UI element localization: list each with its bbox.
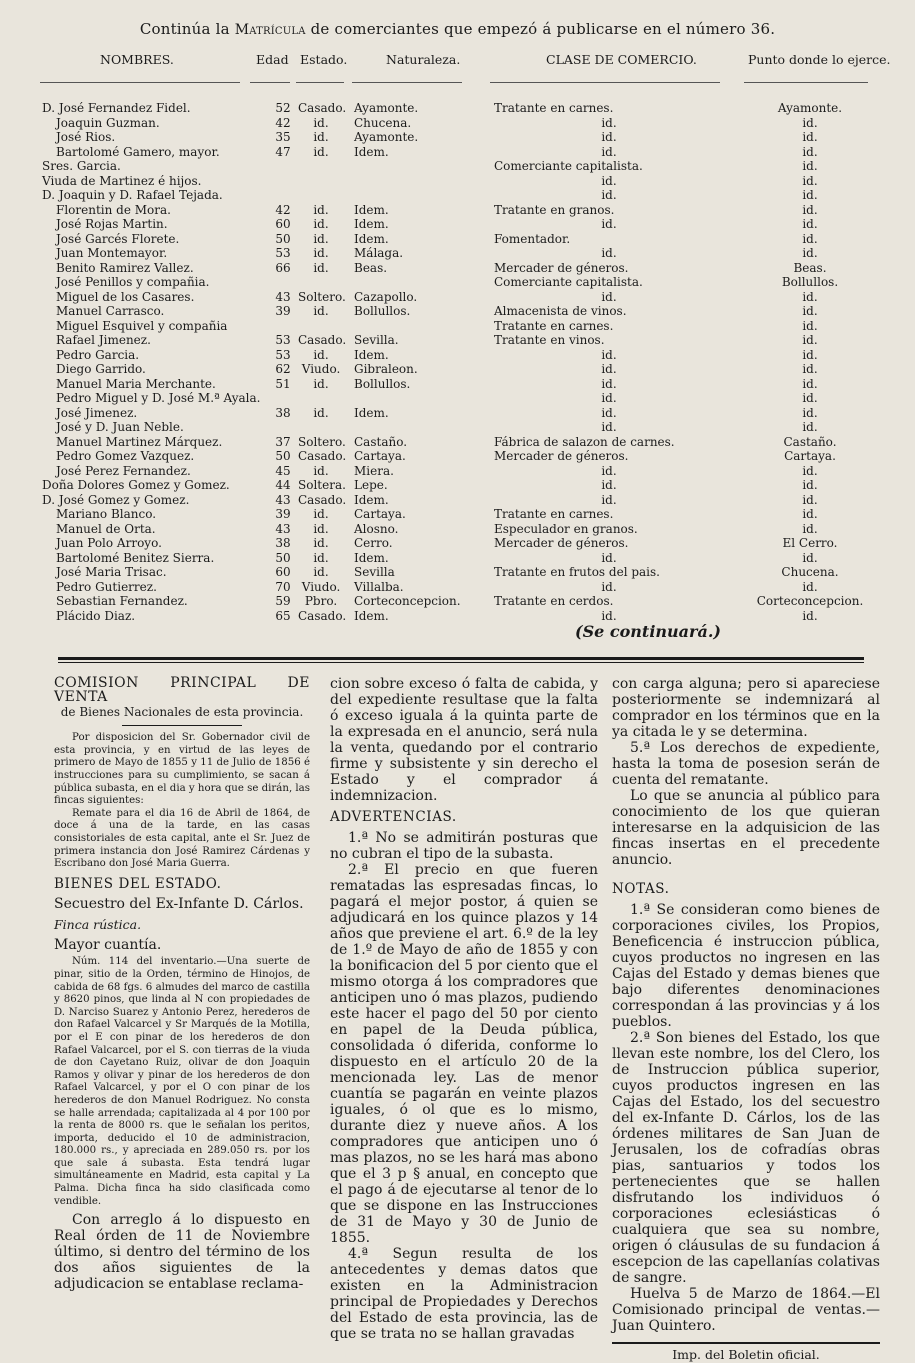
- cell-edad: 53: [275, 333, 291, 347]
- table-row: [0, 261, 915, 276]
- cell-edad: 43: [275, 492, 291, 507]
- cell-clase: id.: [601, 188, 617, 202]
- cell-naturaleza: Cerro.: [354, 536, 393, 550]
- cell-punto: id.: [802, 376, 818, 391]
- cell-clase: Tratante en frutos del pais.: [494, 565, 660, 579]
- cell-estado: Casado.: [298, 449, 347, 463]
- cell-naturaleza: Sevilla: [354, 565, 395, 579]
- table-row: [0, 217, 915, 232]
- cell-estado: id.: [313, 202, 329, 217]
- cell-naturaleza: Ayamonte.: [354, 101, 419, 115]
- cell-clase: id.: [601, 492, 617, 507]
- cell-estado: Viudo.: [301, 579, 341, 594]
- cell-clase: Mercader de géneros.: [494, 449, 629, 463]
- cell-name: D. José Fernandez Fidel.: [42, 101, 191, 115]
- cell-name: Pedro Gomez Vazquez.: [56, 449, 195, 463]
- cell-edad: 50: [275, 231, 291, 246]
- table-row: [0, 594, 915, 609]
- cell-estado: id.: [313, 347, 329, 362]
- cell-edad: 59: [275, 594, 291, 608]
- cell-punto: id.: [802, 144, 818, 159]
- table-header: [0, 52, 915, 86]
- cell-naturaleza: Corteconcepcion.: [354, 594, 461, 608]
- cell-clase: Mercader de géneros.: [494, 536, 629, 550]
- cell-estado: id.: [313, 144, 329, 159]
- cell-punto: id.: [802, 173, 818, 188]
- cell-naturaleza: Miera.: [354, 463, 394, 478]
- cell-clase: id.: [601, 463, 617, 478]
- comision-subtitle: de Bienes Nacionales de esta provincia.: [60, 704, 304, 719]
- cell-name: Viuda de Martinez é hijos.: [42, 173, 202, 188]
- cell-estado: id.: [313, 521, 329, 536]
- cell-clase: id.: [601, 579, 617, 594]
- cell-clase: Comerciante capitalista.: [494, 159, 643, 173]
- cell-naturaleza: Beas.: [354, 260, 388, 275]
- cell-clase: Fábrica de salazon de carnes.: [494, 434, 675, 449]
- cell-punto: El Cerro.: [782, 536, 838, 550]
- table-row: [0, 362, 915, 377]
- cell-name: Pedro Miguel y D. José M.ª Ayala.: [56, 391, 261, 405]
- cell-name: Miguel Esquivel y compañia: [56, 318, 228, 333]
- table-row: [0, 449, 915, 464]
- signature-line: Huelva 5 de Marzo de 1864.—El Comisionado principal de ventas.—Juan Quintero.: [612, 1286, 880, 1335]
- cell-name: D. José Gomez y Gomez.: [42, 492, 190, 507]
- advertencias-heading: ADVERTENCIAS.: [330, 809, 457, 825]
- cell-naturaleza: Villalba.: [354, 579, 404, 594]
- header-rule: [250, 82, 290, 83]
- cell-naturaleza: Málaga.: [354, 246, 404, 260]
- cell-clase: Almacenista de vinos.: [494, 304, 627, 318]
- table-row: [0, 522, 915, 537]
- cell-estado: Casado.: [298, 492, 347, 507]
- cell-estado: id.: [313, 536, 329, 550]
- cell-punto: id.: [802, 507, 818, 521]
- cell-clase: id.: [601, 347, 617, 362]
- cell-punto: id.: [802, 347, 818, 362]
- cell-punto: id.: [802, 188, 818, 202]
- cell-estado: Casado.: [298, 608, 347, 623]
- cell-clase: id.: [601, 130, 617, 144]
- cell-punto: Ayamonte.: [777, 101, 843, 115]
- cell-name: Diego Garrido.: [56, 362, 146, 376]
- cell-edad: 70: [275, 579, 291, 594]
- table-row: [0, 319, 915, 334]
- cell-naturaleza: Bollullos.: [354, 376, 411, 391]
- anuncio-text: Lo que se anuncia al público para conocimiento de los que quieran interesarse en la adquisicion de las fincas insertas en el precedente anuncio.: [612, 788, 880, 868]
- nota-1: 1.ª Se consideran como bienes de corporaciones civiles, los Propios, Beneficencia é instruccion pública, cuyos productos no ingresen en las Cajas del Estado y demas bienes que bajo diferentes denominaciones correspondan á las provincias y á los pueblos.: [612, 902, 880, 1031]
- comision-intro: Por disposicion del Sr. Gobernador civil de esta provincia, y en virtud de las leyes de primero de Mayo de 1855 y 11 de Julio de 1856 é instrucciones para su cumplimiento, se sacan á pública subasta, en el dia y hora que se dirán, las fincas siguientes:: [54, 732, 310, 807]
- cell-name: Manuel de Orta.: [56, 521, 156, 536]
- cell-estado: Viudo.: [301, 362, 341, 376]
- cell-edad: 35: [275, 130, 291, 144]
- cell-clase: id.: [601, 608, 617, 623]
- cell-estado: id.: [313, 246, 329, 260]
- cell-naturaleza: Ayamonte.: [354, 130, 419, 144]
- cell-estado: Casado.: [298, 333, 347, 347]
- cell-clase: id.: [601, 289, 617, 304]
- cell-name: Benito Ramirez Vallez.: [56, 260, 194, 275]
- cell-naturaleza: Cartaya.: [354, 507, 406, 521]
- cell-clase: id.: [601, 246, 617, 260]
- cell-name: José y D. Juan Neble.: [56, 420, 184, 434]
- cell-edad: 38: [275, 536, 291, 550]
- table-row: [0, 348, 915, 363]
- cell-punto: Cartaya.: [784, 449, 836, 463]
- cell-edad: 53: [275, 347, 291, 362]
- cell-naturaleza: Idem.: [354, 492, 389, 507]
- cell-name: Florentin de Mora.: [56, 202, 171, 217]
- cell-edad: 53: [275, 246, 291, 260]
- column-2: [330, 676, 598, 1342]
- cell-edad: 42: [275, 202, 291, 217]
- cell-clase: Tratante en carnes.: [494, 507, 614, 521]
- cell-punto: id.: [802, 159, 818, 173]
- cell-clase: Mercader de géneros.: [494, 260, 629, 275]
- cell-name: Joaquin Guzman.: [56, 115, 160, 130]
- col3-cont: con carga alguna; pero si apareciese posteriormente se indemnizará al comprador en los términos que en la ya citada le y se determina.: [612, 676, 880, 740]
- end-rule: [612, 1342, 880, 1344]
- bienes-heading: BIENES DEL ESTADO.: [54, 875, 222, 892]
- table-row: [0, 435, 915, 450]
- cell-estado: id.: [313, 463, 329, 478]
- cell-edad: 60: [275, 565, 291, 579]
- cell-naturaleza: Idem.: [354, 608, 389, 623]
- nota-2: 2.ª Son bienes del Estado, los que llevan este nombre, los del Clero, los de Instruccion pública superior, cuyos productos ingresen en las Cajas del Estado, los del secuestro del ex-Infante D. Cárlos, los de las órdenes militares de San Juan de Jerusalen, los de cofradías obras pias, santuarios y todos los pertenecientes que se hallen disfrutando los individuos ó corporaciones eclesiásticas ó cualquiera que sea su nombre, origen ó cláusulas de su fundacion á escepcion de las capellanías colativas de sangre.: [612, 1030, 880, 1287]
- table-row: [0, 203, 915, 218]
- lot-description: Núm. 114 del inventario.—Una suerte de pinar, sitio de la Orden, término de Hinojos, de cabida de 68 fgs. 6 almudes del marco de castilla y 8620 pinos, que linda al N con propiedades de D. Narciso Suarez y Antonio Perez, herederos de don Rafael Valcarcel y Sr Marqués de la Motilla, por el E con pinar de los herederos de don Rafael Valcarcel, por el S. con tierras de la viuda de don Cayetano Ruiz, olivar de don Joaquin Ramos y olivar y pinar de los herederos de don Rafael Valcarcel, y por el O con pinar de los herederos de don Manuel Rodriguez. No consta se halle arrendada; capitalizada al 4 por 100 por la renta de 8000 rs. que le señalan los peritos, importa, deducido el 10 de administracion, 180.000 rs., y apreciada en 289.050 rs. por los que sale á subasta. Esta tendrá lugar simultáneamente en Madrid, esta capital y La Palma. Dicha finca ha sido clasificada como vendible.: [54, 956, 310, 1207]
- table-row: [0, 101, 915, 116]
- table-row: [0, 478, 915, 493]
- cell-estado: Soltero.: [298, 289, 346, 304]
- cell-clase: id.: [601, 144, 617, 159]
- cell-edad: 47: [275, 144, 291, 159]
- cell-naturaleza: Bollullos.: [354, 304, 411, 318]
- cell-clase: id.: [601, 362, 617, 376]
- table-row: [0, 420, 915, 435]
- title-pre: Continúa la: [139, 20, 235, 38]
- remate-text: Remate para el dia 16 de Abril de 1864, de doce á una de la tarde, en las casas consistoriales de esta capital, ante el Sr. Juez de primera instancia don José Ramirez Cárdenas y Escribano don José Maria Guerra.: [54, 807, 310, 870]
- cell-naturaleza: Idem.: [354, 550, 389, 565]
- section-divider: [58, 657, 864, 660]
- table-row: [0, 333, 915, 348]
- table-row: [0, 130, 915, 145]
- cell-name: José Jimenez.: [56, 405, 138, 420]
- comision-title: COMISION PRINCIPAL DE VENTA: [54, 675, 310, 706]
- cell-clase: id.: [601, 217, 617, 231]
- header-rule: [40, 82, 240, 83]
- cell-punto: id.: [802, 333, 818, 347]
- cell-naturaleza: Idem.: [354, 144, 389, 159]
- cell-estado: id.: [313, 217, 329, 231]
- cell-punto: id.: [802, 289, 818, 304]
- table-row: [0, 464, 915, 479]
- continuara-note: (Se continuará.): [575, 622, 721, 641]
- cell-clase: id.: [601, 173, 617, 188]
- cell-clase: id.: [601, 420, 617, 434]
- cell-edad: 45: [275, 463, 291, 478]
- cell-clase: Tratante en carnes.: [494, 101, 614, 115]
- cell-edad: 50: [275, 550, 291, 565]
- cell-name: Rafael Jimenez.: [56, 333, 151, 347]
- cell-clase: Especulador en granos.: [494, 521, 638, 536]
- cell-punto: id.: [802, 362, 818, 376]
- cell-estado: id.: [313, 507, 329, 521]
- header-rule: [744, 82, 868, 83]
- title-smallcaps: Matrícula: [234, 22, 306, 38]
- table-row: [0, 159, 915, 174]
- cell-punto: id.: [802, 202, 818, 217]
- cell-clase: Comerciante capitalista.: [494, 275, 643, 289]
- column-3: [612, 676, 880, 1363]
- cell-name: Juan Montemayor.: [56, 246, 168, 260]
- cell-name: José Rojas Martin.: [56, 217, 168, 231]
- cell-naturaleza: Cazapollo.: [354, 289, 418, 304]
- table-row: [0, 580, 915, 595]
- cell-estado: id.: [313, 405, 329, 420]
- cell-clase: Tratante en cerdos.: [494, 594, 614, 608]
- spacer: [612, 868, 880, 876]
- header-edad: Edad: [256, 52, 289, 67]
- cell-punto: id.: [802, 318, 818, 333]
- adv-2: 2.ª El precio en que fueren rematadas las espresadas fincas, lo pagará el mejor postor, á quien se adjudicará en los quince plazos y 14 años que previene el art. 6.º de la ley de 1.º de Mayo de año de 1855 y con la bonificacion del 5 por ciento que el mismo otorga á los compradores que anticipen uno ó mas plazos, pudiendo este hacer el pago del 50 por ciento en papel de la Deuda pública, consolidada ó diferida, conforme lo dispuesto en el artículo 20 de la mencionada ley. Las de menor cuantía se pagarán en veinte plazos iguales, ó ol que es lo mismo, durante diez y nueve años. A los compradores que anticipen uno ó mas plazos, no se les hará mas abono que el 3 p § anual, en concepto que el pago á de ejecutarse al tenor de lo que se dispone en las Instrucciones de 31 de Mayo y 30 de Junio de 1855.: [330, 862, 598, 1247]
- cell-clase: id.: [601, 115, 617, 130]
- cell-naturaleza: Gibraleon.: [354, 362, 418, 376]
- cell-naturaleza: Castaño.: [354, 434, 408, 449]
- table-row: [0, 406, 915, 421]
- cell-punto: id.: [802, 130, 818, 144]
- cell-edad: 37: [275, 434, 291, 449]
- cell-edad: 60: [275, 217, 291, 231]
- cell-name: Pedro Gutierrez.: [56, 579, 157, 594]
- header-clase: CLASE DE COMERCIO.: [546, 52, 697, 67]
- cell-edad: 43: [275, 289, 291, 304]
- table-row: [0, 246, 915, 261]
- cell-name: Manuel Carrasco.: [56, 304, 165, 318]
- cell-punto: id.: [802, 246, 818, 260]
- cell-edad: 50: [275, 449, 291, 463]
- arreglo-text: Con arreglo á lo dispuesto en Real órden de 11 de Noviembre último, si dentro del término de los dos años siguientes de la adjudicacion se entablase reclama-: [54, 1212, 310, 1293]
- col2-cont: cion sobre exceso ó falta de cabida, y del expediente resultase que la falta ó exceso iguala á la quinta parte de la expresada en el anuncio, será nula la venta, quedando por el contrario firme y subsistente y sin derecho el Estado y el comprador á indemnizacion.: [330, 676, 598, 804]
- cell-edad: 51: [275, 376, 291, 391]
- table-row: [0, 377, 915, 392]
- cell-naturaleza: Idem.: [354, 347, 389, 362]
- adv-5: 5.ª Los derechos de expediente, hasta la toma de posesion serán de cuenta del rematante.: [612, 740, 880, 788]
- cell-edad: 43: [275, 521, 291, 536]
- cell-name: Plácido Diaz.: [56, 608, 136, 623]
- cell-punto: id.: [802, 391, 818, 405]
- table-row: [0, 507, 915, 522]
- cell-estado: Soltero.: [298, 434, 346, 449]
- cell-name: Manuel Martinez Márquez.: [56, 434, 223, 449]
- cell-estado: id.: [313, 376, 329, 391]
- cell-name: Juan Polo Arroyo.: [56, 536, 162, 550]
- cell-estado: id.: [313, 115, 329, 130]
- cell-name: Pedro Garcia.: [56, 347, 140, 362]
- cell-estado: Pbro.: [304, 594, 338, 608]
- table-row: [0, 275, 915, 290]
- cell-punto: id.: [802, 478, 818, 492]
- cell-naturaleza: Chucena.: [354, 115, 412, 130]
- matricula-title: [0, 20, 915, 38]
- table-row: [0, 145, 915, 160]
- table-row: [0, 232, 915, 247]
- cell-punto: id.: [802, 304, 818, 318]
- cell-naturaleza: Sevilla.: [354, 333, 399, 347]
- cell-punto: id.: [802, 550, 818, 565]
- cell-edad: 65: [275, 608, 291, 623]
- cell-name: José Rios.: [56, 130, 116, 144]
- cell-name: D. Joaquin y D. Rafael Tejada.: [42, 188, 223, 202]
- table-row: [0, 536, 915, 551]
- cell-edad: 52: [275, 101, 291, 115]
- cell-edad: 42: [275, 115, 291, 130]
- header-rule: [296, 82, 344, 83]
- title-rule: [122, 725, 242, 726]
- matricula-table: [0, 101, 915, 623]
- cell-name: Miguel de los Casares.: [56, 289, 195, 304]
- cell-edad: 39: [275, 507, 291, 521]
- section-divider: [58, 662, 864, 663]
- cell-punto: id.: [802, 115, 818, 130]
- cell-punto: id.: [802, 217, 818, 231]
- finca-heading: Finca rústica.: [54, 916, 142, 932]
- cell-clase: id.: [601, 391, 617, 405]
- header-estado: Estado.: [300, 52, 348, 67]
- cell-punto: id.: [802, 405, 818, 420]
- cell-estado: Casado.: [298, 101, 347, 115]
- table-row: [0, 609, 915, 624]
- column-1: [54, 676, 310, 1292]
- table-row: [0, 493, 915, 508]
- cell-punto: Castaño.: [783, 434, 837, 449]
- cell-punto: id.: [802, 521, 818, 536]
- table-row: [0, 551, 915, 566]
- cell-clase: id.: [601, 478, 617, 492]
- header-nombres: NOMBRES.: [100, 52, 174, 67]
- cell-clase: id.: [601, 405, 617, 420]
- cell-naturaleza: Idem.: [354, 405, 389, 420]
- cell-name: José Penillos y compañia.: [56, 275, 210, 289]
- cell-clase: Tratante en granos.: [494, 202, 615, 217]
- cell-estado: id.: [313, 231, 329, 246]
- cell-edad: 62: [275, 362, 291, 376]
- cell-estado: id.: [313, 260, 329, 275]
- cell-punto: Chucena.: [781, 565, 839, 579]
- header-naturaleza: Naturaleza.: [386, 52, 461, 67]
- cell-punto: Beas.: [793, 260, 827, 275]
- cell-name: Bartolomé Benitez Sierra.: [56, 550, 215, 565]
- cell-punto: id.: [802, 463, 818, 478]
- cell-name: Doña Dolores Gomez y Gomez.: [42, 478, 230, 492]
- cell-edad: 44: [275, 478, 291, 492]
- cell-name: Mariano Blanco.: [56, 507, 157, 521]
- cell-name: Sebastian Fernandez.: [56, 594, 188, 608]
- cell-naturaleza: Cartaya.: [354, 449, 406, 463]
- cell-punto: Bollullos.: [781, 275, 839, 289]
- cell-punto: id.: [802, 608, 818, 623]
- header-rule: [352, 82, 462, 83]
- cell-name: Manuel Maria Merchante.: [56, 376, 216, 391]
- cell-punto: id.: [802, 492, 818, 507]
- adv-1: 1.ª No se admitirán posturas que no cubran el tipo de la subasta.: [330, 830, 598, 863]
- cell-clase: Tratante en vinos.: [494, 333, 605, 347]
- cell-edad: 38: [275, 405, 291, 420]
- cell-naturaleza: Idem.: [354, 202, 389, 217]
- cell-edad: 66: [275, 260, 291, 275]
- table-row: [0, 304, 915, 319]
- cell-naturaleza: Idem.: [354, 231, 389, 246]
- table-row: [0, 391, 915, 406]
- imprenta-line: Imp. del Boletin oficial.: [672, 1347, 820, 1363]
- cell-estado: id.: [313, 550, 329, 565]
- table-row: [0, 174, 915, 189]
- table-row: [0, 116, 915, 131]
- cell-clase: Fomentador.: [494, 231, 571, 246]
- mayor-cuantia-heading: Mayor cuantía.: [54, 936, 162, 953]
- cell-clase: Tratante en carnes.: [494, 318, 614, 333]
- cell-naturaleza: Alosno.: [354, 521, 399, 536]
- cell-estado: id.: [313, 565, 329, 579]
- table-row: [0, 290, 915, 305]
- cell-edad: 39: [275, 304, 291, 318]
- cell-estado: id.: [313, 304, 329, 318]
- cell-punto: id.: [802, 231, 818, 246]
- cell-estado: Soltera.: [298, 478, 346, 492]
- cell-clase: id.: [601, 376, 617, 391]
- cell-name: Sres. Garcia.: [42, 159, 121, 173]
- cell-name: Bartolomé Gamero, mayor.: [56, 144, 220, 159]
- table-row: [0, 188, 915, 203]
- cell-punto: Corteconcepcion.: [756, 594, 864, 608]
- cell-naturaleza: Idem.: [354, 217, 389, 231]
- header-rule: [490, 82, 720, 83]
- cell-name: José Perez Fernandez.: [56, 463, 191, 478]
- cell-name: José Maria Trisac.: [56, 565, 167, 579]
- cell-clase: id.: [601, 550, 617, 565]
- cell-punto: id.: [802, 579, 818, 594]
- title-post: de comerciantes que empezó á publicarse en el número 36.: [305, 20, 776, 38]
- cell-estado: id.: [313, 130, 329, 144]
- notas-heading: NOTAS.: [612, 881, 670, 897]
- header-punto: Punto donde lo ejerce.: [748, 52, 891, 67]
- cell-name: José Garcés Florete.: [56, 231, 180, 246]
- secuestro-heading: Secuestro del Ex-Infante D. Cárlos.: [54, 896, 304, 913]
- cell-naturaleza: Lepe.: [354, 478, 388, 492]
- cell-punto: id.: [802, 420, 818, 434]
- adv-4: 4.ª Segun resulta de los antecedentes y demas datos que existen en la Administracion principal de Propiedades y Derechos del Estado de esta provincia, las de que se trata no se hallan gravadas: [330, 1246, 598, 1343]
- table-row: [0, 565, 915, 580]
